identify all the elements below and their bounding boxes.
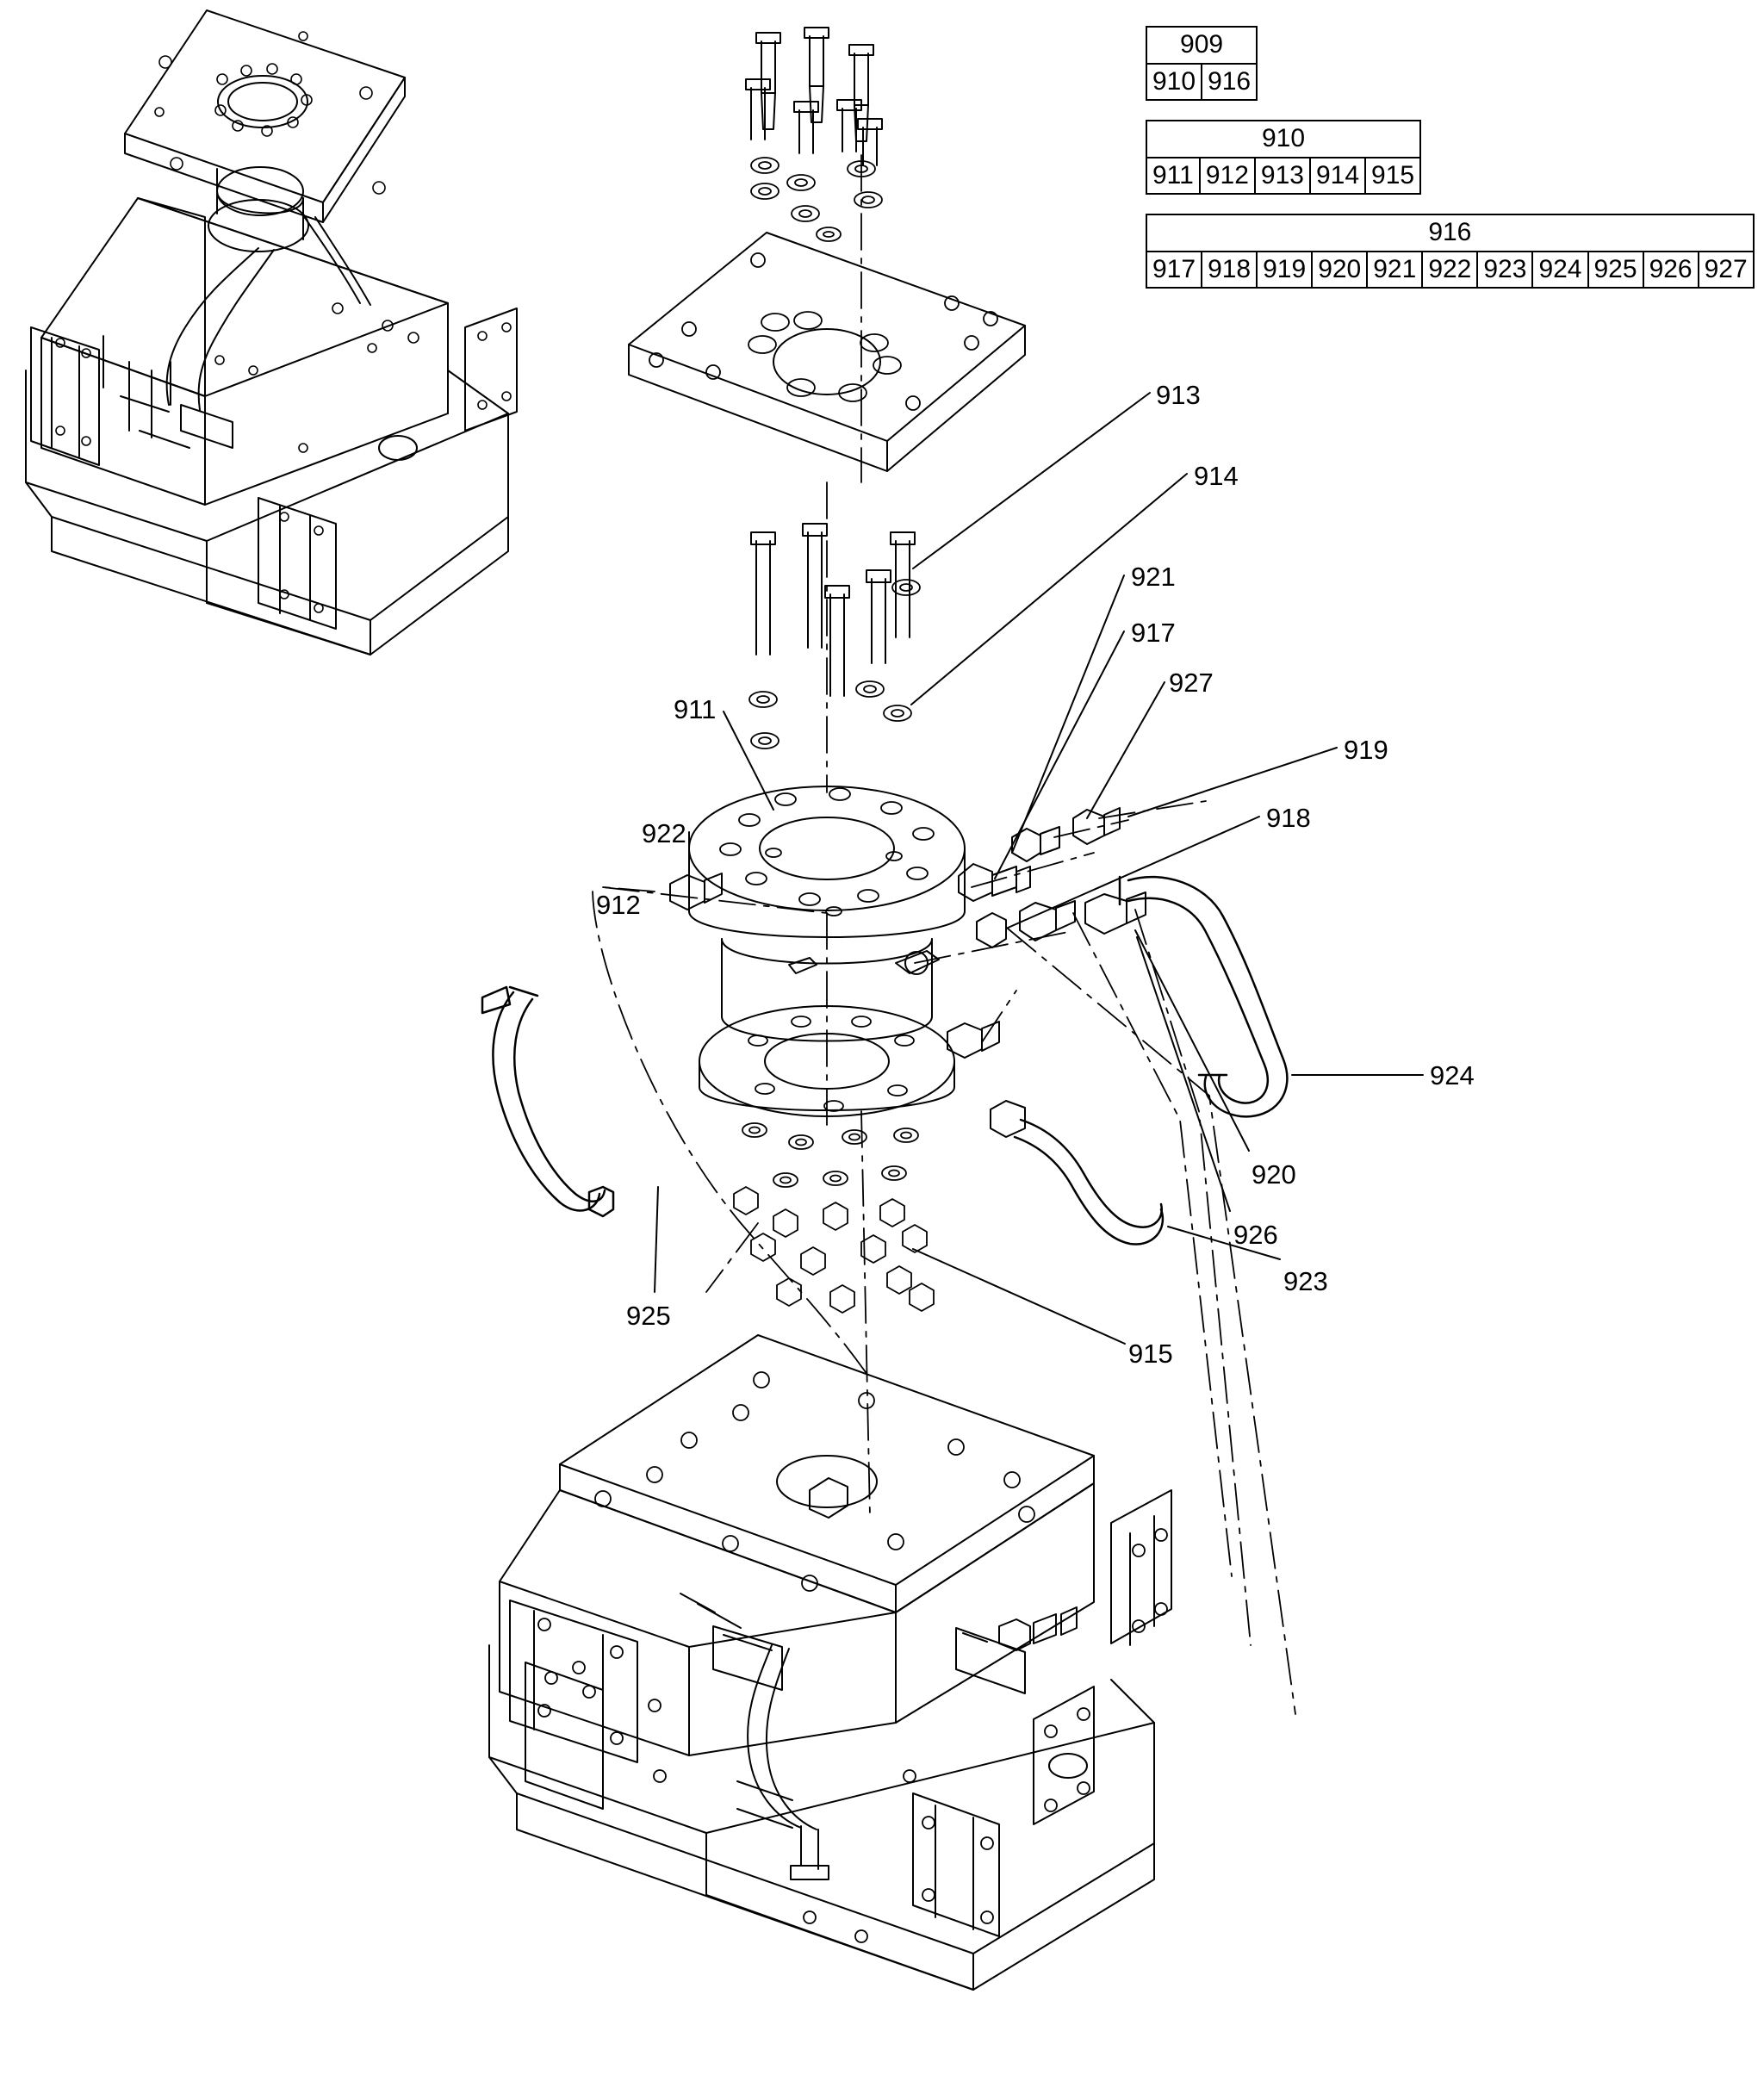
cell-926: 926 [1643,252,1699,289]
bolt-cluster-top [746,28,882,241]
callout-926: 926 [1233,1220,1278,1250]
cell-918: 918 [1202,252,1257,289]
cell-922: 922 [1422,252,1477,289]
callout-924: 924 [1430,1060,1475,1090]
cell-917: 917 [1146,252,1202,289]
cell-914: 914 [1310,158,1365,195]
cell-919: 919 [1257,252,1312,289]
cell-920: 920 [1312,252,1367,289]
callout-922: 922 [642,818,686,848]
table-916 [1146,214,1755,289]
cell-912: 912 [1200,158,1255,195]
callout-917: 917 [1131,618,1176,648]
cell-924: 924 [1532,252,1587,289]
cell-910: 910 [1146,64,1202,101]
cell-927: 927 [1699,252,1754,289]
callout-921: 921 [1131,562,1176,592]
bolt-cluster-middle [749,524,920,749]
callout-915: 915 [1128,1339,1173,1369]
cell-911: 911 [1146,158,1200,195]
callout-919: 919 [1344,735,1388,765]
callout-923: 923 [1283,1266,1328,1296]
lower-machine-body [489,1335,1171,1990]
callout-927: 927 [1169,668,1214,698]
cell-916-header: 916 [1146,214,1754,252]
cell-923: 923 [1477,252,1532,289]
table-910 [1146,120,1421,195]
upper-mounting-plate [629,233,1025,471]
callout-914: 914 [1194,461,1239,491]
callout-913: 913 [1156,380,1201,410]
part-hierarchy-tables [1146,26,1755,308]
callout-920: 920 [1252,1159,1296,1190]
assembled-unit-top-left [26,10,517,655]
table-909 [1146,26,1258,101]
callout-912: 912 [596,890,641,920]
cell-909: 909 [1146,27,1257,64]
cell-925: 925 [1588,252,1643,289]
cell-916: 916 [1202,64,1257,101]
callout-918: 918 [1266,803,1311,833]
cell-921: 921 [1367,252,1422,289]
cell-915: 915 [1365,158,1420,195]
cell-910-header: 910 [1146,121,1420,158]
callout-925: 925 [626,1301,671,1331]
cell-913: 913 [1255,158,1310,195]
callout-911: 911 [674,694,717,724]
fastener-field-915 [734,1123,934,1313]
